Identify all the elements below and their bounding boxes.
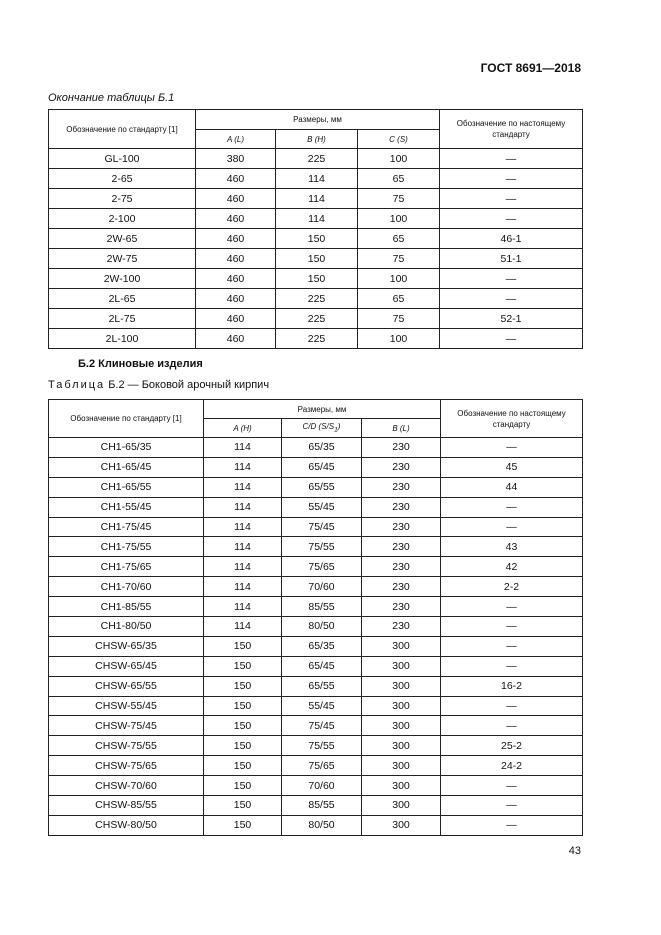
- cell-designation-this: —: [441, 497, 583, 517]
- table-row: [49, 577, 583, 597]
- header-designation-std: Обозначение по стандарту [1]: [49, 400, 204, 438]
- cell-dim-2: 75/45: [282, 517, 362, 537]
- table2: [48, 399, 583, 836]
- cell-dim-1: 114: [204, 477, 282, 497]
- cell-dim-1: 114: [204, 597, 282, 617]
- header-dim-cd: [282, 419, 362, 438]
- cell-designation-this: —: [440, 329, 583, 349]
- table1-caption: Окончание таблицы Б.1: [48, 92, 175, 104]
- cell-designation-std: CHSW-85/55: [49, 796, 204, 816]
- cell-designation-std: 2-100: [49, 209, 196, 229]
- cell-designation-std: 2W-75: [49, 249, 196, 269]
- cell-designation-this: 46-1: [440, 229, 583, 249]
- cell-designation-this: —: [441, 796, 583, 816]
- cell-designation-std: CHSW-55/45: [49, 696, 204, 716]
- table-row: [49, 477, 583, 497]
- cell-dim-3: 230: [362, 497, 441, 517]
- cell-dim-2: 114: [276, 169, 358, 189]
- cell-designation-std: CHSW-80/50: [49, 815, 204, 835]
- cell-designation-std: CH1-75/65: [49, 557, 204, 577]
- table-row: [49, 289, 583, 309]
- cell-designation-std: 2W-65: [49, 229, 196, 249]
- table-row: [49, 557, 583, 577]
- table-row: [49, 537, 583, 557]
- cell-dim-2: 65/55: [282, 477, 362, 497]
- cell-dim-3: 300: [362, 716, 441, 736]
- table-row: [49, 517, 583, 537]
- cell-dim-2: 70/60: [282, 577, 362, 597]
- table-row: [49, 676, 583, 696]
- cell-dim-3: 100: [358, 329, 440, 349]
- cell-designation-std: 2-75: [49, 189, 196, 209]
- cell-designation-this: —: [441, 815, 583, 835]
- cell-dim-2: 114: [276, 189, 358, 209]
- cell-dim-2: 225: [276, 309, 358, 329]
- cell-designation-this: —: [440, 169, 583, 189]
- cell-designation-this: 43: [441, 537, 583, 557]
- table-row: [49, 457, 583, 477]
- cell-designation-this: 25-2: [441, 736, 583, 756]
- table-row: [49, 497, 583, 517]
- cell-designation-this: —: [440, 149, 583, 169]
- cell-dim-2: 65/45: [282, 656, 362, 676]
- cell-designation-this: 44: [441, 477, 583, 497]
- cell-designation-std: CH1-75/55: [49, 537, 204, 557]
- cell-designation-std: CH1-65/35: [49, 438, 204, 458]
- header-dim-a: A (H): [204, 419, 282, 438]
- page-number: 43: [568, 845, 581, 857]
- cell-dim-3: 230: [362, 438, 441, 458]
- header-dim-cd-main: C/D (S/S: [302, 421, 335, 431]
- table-row: [49, 329, 583, 349]
- cell-dim-2: 75/65: [282, 756, 362, 776]
- table-row: [49, 617, 583, 637]
- table-row: [49, 169, 583, 189]
- header-designation-this: Обозначение по настоящему стандарту: [440, 110, 583, 149]
- cell-dim-3: 75: [358, 189, 440, 209]
- cell-dim-1: 150: [204, 815, 282, 835]
- cell-designation-std: CHSW-65/35: [49, 636, 204, 656]
- cell-dim-3: 65: [358, 289, 440, 309]
- header-dim-b: B (L): [362, 419, 441, 438]
- cell-dim-1: 114: [204, 557, 282, 577]
- cell-dim-2: 225: [276, 329, 358, 349]
- cell-designation-std: CH1-85/55: [49, 597, 204, 617]
- table-row: [49, 636, 583, 656]
- cell-dim-2: 114: [276, 209, 358, 229]
- cell-dim-2: 80/50: [282, 815, 362, 835]
- cell-dim-1: 150: [204, 736, 282, 756]
- cell-designation-std: CHSW-75/65: [49, 756, 204, 776]
- header-designation-std: Обозначение по стандарту [1]: [49, 110, 196, 149]
- table-row: [49, 229, 583, 249]
- cell-dim-2: 80/50: [282, 617, 362, 637]
- cell-dim-3: 300: [362, 815, 441, 835]
- cell-dim-3: 300: [362, 796, 441, 816]
- cell-dim-3: 75: [358, 309, 440, 329]
- table-row: [49, 796, 583, 816]
- cell-dim-1: 150: [204, 656, 282, 676]
- cell-dim-3: 65: [358, 169, 440, 189]
- table-row: [49, 656, 583, 676]
- cell-designation-this: 51-1: [440, 249, 583, 269]
- table-row: [49, 438, 583, 458]
- cell-dim-1: 460: [196, 269, 276, 289]
- cell-dim-3: 65: [358, 229, 440, 249]
- cell-designation-this: —: [441, 597, 583, 617]
- cell-dim-1: 150: [204, 636, 282, 656]
- table2-caption-rest: Б.2 — Боковой арочный кирпич: [105, 379, 270, 391]
- cell-dim-1: 460: [196, 229, 276, 249]
- cell-dim-2: 85/55: [282, 597, 362, 617]
- table-row: [49, 249, 583, 269]
- table2-caption-prefix: Таблица: [48, 379, 106, 391]
- cell-dim-1: 460: [196, 169, 276, 189]
- cell-dim-2: 65/35: [282, 438, 362, 458]
- cell-dim-1: 460: [196, 289, 276, 309]
- table-row: [49, 269, 583, 289]
- cell-dim-3: 230: [362, 457, 441, 477]
- cell-dim-3: 300: [362, 756, 441, 776]
- cell-designation-this: 52-1: [440, 309, 583, 329]
- cell-dim-2: 85/55: [282, 796, 362, 816]
- table-row: [49, 189, 583, 209]
- cell-designation-this: —: [441, 438, 583, 458]
- cell-dim-3: 300: [362, 696, 441, 716]
- cell-dim-1: 114: [204, 617, 282, 637]
- cell-designation-this: 24-2: [441, 756, 583, 776]
- cell-dim-2: 150: [276, 229, 358, 249]
- cell-designation-std: CHSW-75/45: [49, 716, 204, 736]
- cell-dim-1: 380: [196, 149, 276, 169]
- header-dim-cd-sub: 1: [334, 426, 338, 434]
- header-designation-this: Обозначение по настоящему стандарту: [441, 400, 583, 438]
- cell-dim-1: 114: [204, 457, 282, 477]
- cell-dim-2: 75/55: [282, 736, 362, 756]
- header-dimensions: Размеры, мм: [196, 110, 440, 130]
- cell-dim-2: 65/55: [282, 676, 362, 696]
- cell-designation-std: CH1-65/45: [49, 457, 204, 477]
- cell-dim-1: 114: [204, 537, 282, 557]
- cell-designation-std: CH1-75/45: [49, 517, 204, 537]
- cell-dim-1: 114: [204, 577, 282, 597]
- cell-dim-2: 225: [276, 289, 358, 309]
- cell-dim-3: 100: [358, 209, 440, 229]
- cell-dim-1: 114: [204, 497, 282, 517]
- cell-dim-1: 150: [204, 796, 282, 816]
- cell-dim-3: 75: [358, 249, 440, 269]
- header-dim-cd-end: ): [337, 421, 341, 431]
- cell-designation-std: 2L-65: [49, 289, 196, 309]
- cell-dim-1: 460: [196, 189, 276, 209]
- cell-designation-this: 16-2: [441, 676, 583, 696]
- cell-designation-this: 45: [441, 457, 583, 477]
- section-title: Б.2 Клиновые изделия: [78, 358, 203, 370]
- cell-dim-3: 300: [362, 776, 441, 796]
- cell-dim-2: 75/55: [282, 537, 362, 557]
- cell-dim-1: 114: [204, 517, 282, 537]
- header-dimensions: Размеры, мм: [204, 400, 441, 419]
- cell-designation-this: 42: [441, 557, 583, 577]
- cell-dim-3: 230: [362, 617, 441, 637]
- cell-dim-3: 230: [362, 557, 441, 577]
- cell-designation-this: —: [440, 269, 583, 289]
- cell-dim-3: 300: [362, 736, 441, 756]
- cell-dim-2: 75/65: [282, 557, 362, 577]
- cell-dim-1: 150: [204, 676, 282, 696]
- cell-dim-1: 150: [204, 776, 282, 796]
- table-row: [49, 776, 583, 796]
- cell-designation-this: —: [441, 636, 583, 656]
- cell-dim-3: 300: [362, 636, 441, 656]
- cell-designation-this: —: [440, 189, 583, 209]
- cell-designation-this: —: [440, 209, 583, 229]
- cell-dim-3: 230: [362, 597, 441, 617]
- table-row: [49, 756, 583, 776]
- cell-designation-std: CH1-80/50: [49, 617, 204, 637]
- cell-designation-std: 2L-100: [49, 329, 196, 349]
- cell-designation-this: —: [441, 696, 583, 716]
- table-row: [49, 736, 583, 756]
- cell-dim-3: 100: [358, 269, 440, 289]
- cell-dim-3: 300: [362, 656, 441, 676]
- cell-dim-3: 230: [362, 517, 441, 537]
- cell-dim-1: 460: [196, 249, 276, 269]
- table-row: [49, 696, 583, 716]
- cell-designation-this: —: [441, 617, 583, 637]
- cell-designation-this: —: [440, 289, 583, 309]
- cell-designation-this: —: [441, 656, 583, 676]
- cell-designation-this: —: [441, 776, 583, 796]
- cell-dim-2: 150: [276, 249, 358, 269]
- cell-dim-2: 55/45: [282, 696, 362, 716]
- cell-designation-std: CHSW-65/55: [49, 676, 204, 696]
- table2-caption: [48, 379, 269, 391]
- table-row: [49, 209, 583, 229]
- cell-designation-this: 2-2: [441, 577, 583, 597]
- cell-dim-3: 300: [362, 676, 441, 696]
- cell-dim-3: 230: [362, 477, 441, 497]
- cell-designation-std: GL-100: [49, 149, 196, 169]
- table-row: [49, 597, 583, 617]
- cell-designation-std: CH1-65/55: [49, 477, 204, 497]
- cell-dim-1: 460: [196, 329, 276, 349]
- cell-designation-std: 2-65: [49, 169, 196, 189]
- table2-body: [49, 438, 583, 836]
- cell-dim-3: 100: [358, 149, 440, 169]
- cell-dim-1: 114: [204, 438, 282, 458]
- cell-dim-1: 150: [204, 716, 282, 736]
- cell-designation-this: —: [441, 716, 583, 736]
- cell-dim-3: 230: [362, 577, 441, 597]
- cell-designation-std: 2L-75: [49, 309, 196, 329]
- header-dim-a: A (L): [196, 130, 276, 149]
- header-dim-c: C (S): [358, 130, 440, 149]
- cell-dim-1: 460: [196, 209, 276, 229]
- cell-designation-std: CHSW-70/60: [49, 776, 204, 796]
- cell-dim-1: 150: [204, 696, 282, 716]
- cell-dim-1: 150: [204, 756, 282, 776]
- table1: [48, 109, 583, 349]
- cell-dim-2: 75/45: [282, 716, 362, 736]
- cell-designation-std: 2W-100: [49, 269, 196, 289]
- cell-designation-std: CH1-70/60: [49, 577, 204, 597]
- cell-dim-1: 460: [196, 309, 276, 329]
- cell-dim-2: 65/45: [282, 457, 362, 477]
- cell-dim-2: 65/35: [282, 636, 362, 656]
- table-row: [49, 309, 583, 329]
- cell-designation-std: CH1-55/45: [49, 497, 204, 517]
- table-row: [49, 149, 583, 169]
- standard-header: ГОСТ 8691—2018: [480, 61, 581, 75]
- cell-dim-2: 70/60: [282, 776, 362, 796]
- cell-designation-this: —: [441, 517, 583, 537]
- cell-dim-3: 230: [362, 537, 441, 557]
- table1-body: [49, 149, 583, 349]
- cell-designation-std: CHSW-75/55: [49, 736, 204, 756]
- table-row: [49, 716, 583, 736]
- cell-designation-std: CHSW-65/45: [49, 656, 204, 676]
- cell-dim-2: 225: [276, 149, 358, 169]
- cell-dim-2: 55/45: [282, 497, 362, 517]
- table-row: [49, 815, 583, 835]
- cell-dim-2: 150: [276, 269, 358, 289]
- header-dim-b: B (H): [276, 130, 358, 149]
